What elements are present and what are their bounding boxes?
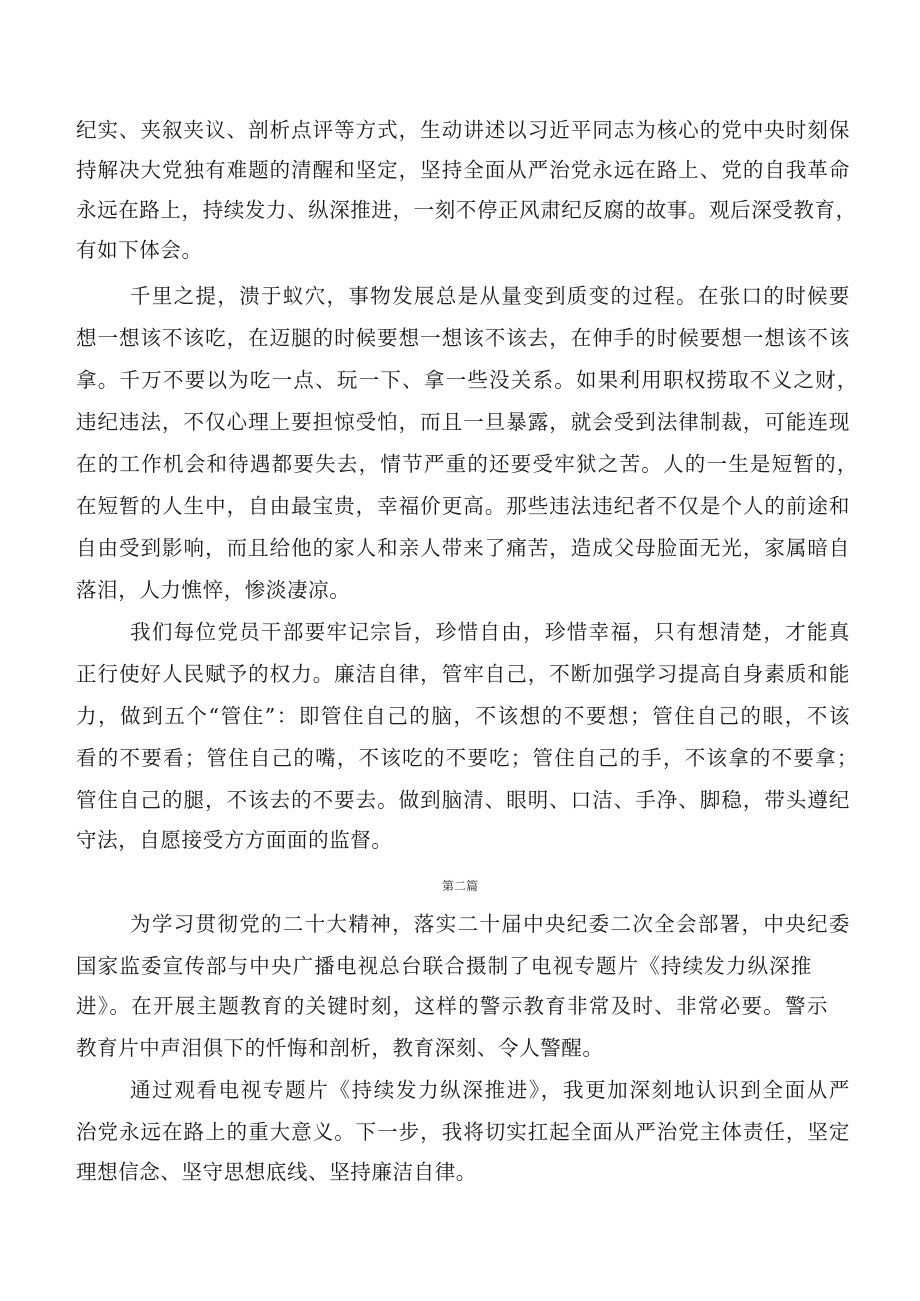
text-line: 理想信念、坚守思想底线、坚持廉洁自律。 xyxy=(76,1160,477,1184)
text-line: 通过观看电视专题片《持续发力纵深推进》，我更加深刻地认识到全面从严 xyxy=(130,1078,850,1102)
text-line: 想一想该不该吃，在迈腿的时候要想一想该不该去，在伸手的时候要想一想该不该 xyxy=(76,326,850,350)
text-line: 治党永远在路上的重大意义。下一步，我将切实扛起全面从严治党主体责任，坚定 xyxy=(76,1120,850,1144)
text-line: 教育片中声泪俱下的忏悔和剖析，教育深刻、令人警醒。 xyxy=(76,1036,604,1060)
text-line: 守法，自愿接受方方面面的监督。 xyxy=(76,828,393,852)
text-line: 落泪，人力憔悴，惨淡凄凉。 xyxy=(76,578,351,602)
text-line: 拿。千万不要以为吃一点、玩一下、拿一些没关系。如果利用职权捞取不义之财， xyxy=(76,368,858,392)
text-line: 持解决大党独有难题的清醒和坚定，坚持全面从严治党永远在路上、党的自我革命 xyxy=(76,158,850,182)
text-line: 国家监委宣传部与中央广播电视总台联合摄制了电视专题片《持续发力纵深推 xyxy=(76,954,812,978)
text-line: 纪实、夹叙夹议、剖析点评等方式，生动讲述以习近平同志为核心的党中央时刻保 xyxy=(76,118,850,142)
text-line: 力，做到五个“管住”：即管住自己的脑，不该想的不要想；管住自己的眼，不该 xyxy=(76,704,850,728)
text-line: 千里之提，溃于蚁穴，事物发展总是从量变到质变的过程。在张口的时候要 xyxy=(130,284,850,308)
text-line: 自由受到影响，而且给他的家人和亲人带来了痛苦，造成父母脸面无光，家属暗自 xyxy=(76,536,850,560)
text-line: 为学习贯彻党的二十大精神，落实二十届中央纪委二次全会部署，中央纪委 xyxy=(130,912,850,936)
text-line: 看的不要看；管住自己的嘴，不该吃的不要吃；管住自己的手，不该拿的不要拿； xyxy=(76,746,858,770)
text-line: 正行使好人民赋予的权力。廉洁自律，管牢自己，不断加强学习提高自身素质和能 xyxy=(76,662,850,686)
text-line: 违纪违法，不仅心理上要担惊受怕，而且一旦暴露，就会受到法律制裁，可能连现 xyxy=(76,410,850,434)
text-line: 管住自己的腿，不该去的不要去。做到脑清、眼明、口洁、手净、脚稳，带头遵纪 xyxy=(76,788,850,812)
text-line: 我们每位党员干部要牢记宗旨，珍惜自由，珍惜幸福，只有想清楚，才能真 xyxy=(130,620,850,644)
text-line: 有如下体会。 xyxy=(76,238,203,262)
text-line: 在短暂的人生中，自由最宝贵，幸福价更高。那些违法违纪者不仅是个人的前途和 xyxy=(76,494,850,518)
text-line: 永远在路上，持续发力、纵深推进，一刻不停正风肃纪反腐的故事。观后深受教育， xyxy=(76,198,857,222)
text-line: 进》。在开展主题教育的关键时刻，这样的警示教育非常及时、非常必要。警示 xyxy=(76,994,828,1018)
section-heading: 第二篇 xyxy=(441,879,478,893)
text-line: 在的工作机会和待遇都要失去，情节严重的还要受牢狱之苦。人的一生是短暂的， xyxy=(76,452,858,476)
